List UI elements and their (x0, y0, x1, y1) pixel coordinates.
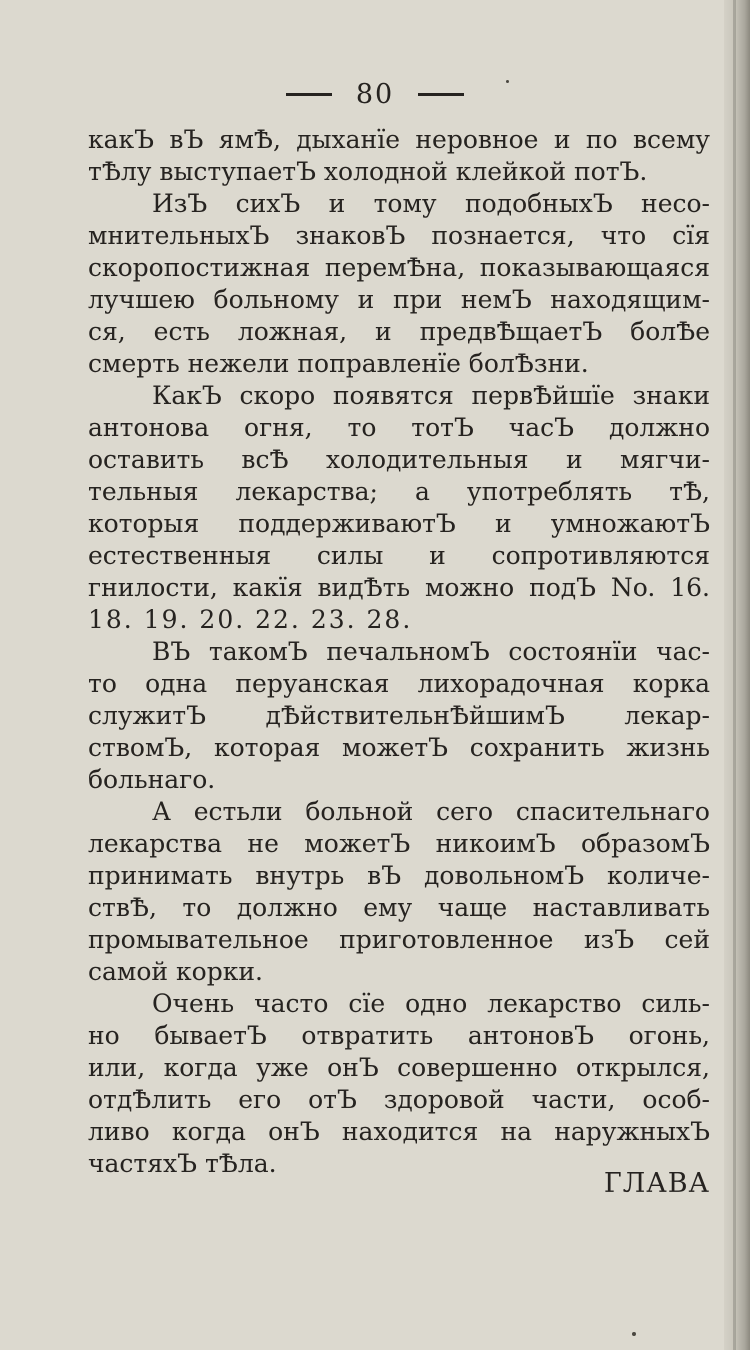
ink-speck (506, 80, 509, 83)
text-line: скоропостижная перемѢна, показывающаяся (88, 253, 710, 282)
text-line: оставить всѢ холодительныя и мягчи- (88, 445, 710, 474)
body-text (88, 124, 710, 1180)
text-line: служитЪ дѢйствительнѢйшимЪ лекар- (88, 701, 710, 730)
text-line: ИзЪ сихЪ и тому подобныхЪ несо- (152, 189, 710, 218)
text-line: промывательное приготовленное изЪ сей (88, 925, 710, 954)
ink-speck (632, 1332, 636, 1336)
header-dash-left (286, 93, 332, 96)
page-number: 80 (355, 78, 395, 110)
text-line: Очень часто сїе одно лекарство силь- (152, 989, 710, 1018)
text-line: то одна перуанская лихорадочная корка (88, 669, 710, 698)
text-line: естественныя силы и сопротивляются (88, 541, 710, 570)
header-dash-right (418, 93, 464, 96)
text-line: или, когда уже онЪ совершенно открылся, (88, 1053, 710, 1082)
text-line: но бываетЪ отвратить антоновЪ огонь, (88, 1021, 710, 1050)
text-line: гнилости, какїя видѢть можно подЪ No. 16. (88, 573, 710, 602)
text-line: принимать внутрь вЪ довольномЪ количе- (88, 861, 710, 890)
text-line: ся, есть ложная, и предвѢщаетЪ болѢе (88, 317, 710, 346)
text-line: больнаго. (88, 765, 216, 794)
text-line: ВЪ такомЪ печальномЪ состоянїи час- (152, 637, 710, 666)
page-fold-line (733, 0, 736, 1350)
text-line: лучшею больному и при немЪ находящим- (88, 285, 710, 314)
text-line: отдѢлить его отЪ здоровой части, особ- (88, 1085, 710, 1114)
text-line: тѢлу выступаетЪ холодной клейкой потЪ. (88, 157, 648, 186)
text-line: мнительныхЪ знаковЪ познается, что сїя (88, 221, 710, 250)
text-line: КакЪ скоро появятся первѢйшїе знаки (152, 381, 710, 410)
page-header (0, 74, 750, 114)
text-line: самой корки. (88, 957, 263, 986)
page-edge-shadow (724, 0, 750, 1350)
text-line: 18. 19. 20. 22. 23. 28. (88, 605, 413, 634)
text-line: какЪ вЪ ямѢ, дыханїе неровное и по всему (88, 125, 710, 154)
text-line: ливо когда онЪ находится на наружныхЪ (88, 1117, 710, 1146)
text-line: ствомЪ, которая можетЪ сохранить жизнь (88, 733, 710, 762)
catchword: ГЛАВА (603, 1168, 710, 1199)
text-line: частяхЪ тѢла. (88, 1149, 277, 1178)
text-line: А естьли больной сего спасительнаго (152, 797, 710, 826)
text-line: ствѢ, то должно ему чаще наставливать (88, 893, 710, 922)
text-line: которыя поддерживаютЪ и умножаютЪ (88, 509, 710, 538)
text-line: антонова огня, то тотЪ часЪ должно (88, 413, 710, 442)
text-line: смерть нежели поправленїе болѢзни. (88, 349, 589, 378)
text-line: тельныя лекарства; а употреблять тѢ, (88, 477, 710, 506)
text-line: лекарства не можетЪ никоимЪ образомЪ (88, 829, 710, 858)
